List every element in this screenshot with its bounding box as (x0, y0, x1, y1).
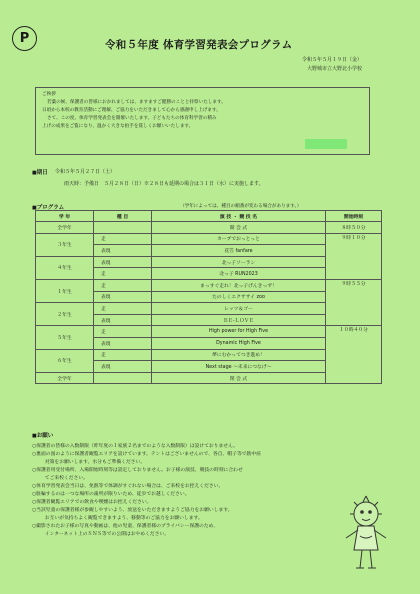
greeting-heading: ご挨拶 (42, 92, 56, 97)
greeting-line: 日頃から本校の教育活動にご理解、ご協力をいただきまして心から感謝申し上げます。 (42, 108, 221, 114)
note-item: ○駐輪するのは一つな場所の歯所が限りいため、徒歩でお越しください。 (32, 492, 190, 498)
event-cell: ＢＥ-ＬＯＶＥ (152, 314, 326, 326)
event-cell: 花笠 fanfare (152, 245, 326, 257)
table-row (36, 279, 382, 291)
type-cell: 表現 (94, 291, 152, 303)
note-item: ○撮影されたお子様の写真や動画は、他の児童、保護者様のプライバシー保護のため、 (32, 524, 219, 530)
type-cell: 表現 (94, 337, 152, 349)
event-cell: High power for High Five (152, 326, 326, 338)
greeting-line: さて、この度、体育学習発表会を開催いたします。子どもたちの体育科学習の積み (47, 116, 217, 122)
grade-cell: ２年生 (36, 303, 94, 326)
school-name: 大野城市立大野北小学校 (306, 66, 362, 72)
event-cell: Next stage 〜未来につなげ〜 (152, 361, 326, 373)
table-header-row (36, 211, 382, 222)
event-date: 令和５年５月２７日（土） (55, 169, 116, 175)
type-cell: 走 (94, 279, 152, 291)
column-header-type: 種 目 (94, 211, 152, 222)
note-item-cont: てご来校ください。 (40, 476, 88, 482)
rain-date-line (64, 180, 264, 187)
note-item-cont: お互いが気持ちよく観覧できますよう、移動等のご協力をお願いします。 (40, 516, 203, 522)
program-note: （学年によっては、種目の順番が変わる場合があります。） (180, 204, 302, 209)
event-cell: 開 会 式 (152, 222, 326, 234)
square-bullet-icon: ■ (32, 205, 37, 211)
type-cell: 走 (94, 349, 152, 361)
event-cell: 北っ子ソーラン (152, 256, 326, 268)
p-logo-letter: P (19, 31, 30, 46)
greeting-line: 上げの成果をご覧になり、温かく大きな拍手を賞しくお願いいたします。 (42, 124, 194, 130)
rain-label: 雨天時：予備日 (64, 181, 100, 187)
type-cell: 表現 (94, 245, 152, 257)
mascot-illustration (336, 492, 396, 578)
note-item-cont: インターネット上のＳＮＳ等での公開はおやめください。 (40, 532, 170, 538)
table-row (36, 233, 382, 245)
schedule-label: 期日 (36, 170, 48, 176)
grade-cell: ４年生 (36, 256, 94, 279)
program-label: プログラム (36, 205, 65, 211)
note-item: ○保護者の皆様の入数制限（昨年度の１家族２名までのような入数制限）は設けておりません。 (32, 444, 238, 450)
column-header-time: 開始時刻 (326, 211, 382, 222)
greeting-line: 若葉の候、保護者の皆様におかれましては、ますますご健勝のことと拝察いたします。 (47, 100, 226, 106)
notes-label: お願い (36, 433, 54, 439)
schedule-heading (32, 168, 48, 176)
time-cell: ８時５０分 (326, 222, 382, 234)
grade-cell: 全学年 (36, 222, 94, 234)
table-row (36, 222, 382, 234)
highlight-mark (305, 139, 347, 149)
greeting-box (35, 87, 370, 155)
grade-cell: ６年生 (36, 349, 94, 372)
event-cell: まっすぐ走れ！北っ子げんきっず！ (152, 279, 326, 291)
type-cell: 表現 (94, 361, 152, 373)
type-cell: 走 (94, 268, 152, 280)
square-bullet-icon: ■ (32, 170, 37, 176)
p-logo-mark (12, 26, 37, 51)
grade-cell: １年生 (36, 279, 94, 302)
type-cell (94, 222, 152, 234)
note-item: ○裏面の図のように保護者観覧エリアを設けています。テントはございませんので、各自、帽子等で熱中症 (32, 452, 261, 458)
grade-cell: ５年生 (36, 326, 94, 349)
column-header-grade: 学 年 (36, 211, 94, 222)
type-cell: 走 (94, 233, 152, 245)
time-cell: １０時４０分 (326, 326, 382, 384)
grade-cell: ３年生 (36, 233, 94, 256)
note-item: ○保護者用受付場所、入場開始時刻等は設定しておりません。お子様の演技、競技の時刻に合わせ (32, 468, 243, 474)
notes-section (32, 432, 362, 539)
notes-heading (32, 432, 362, 441)
time-cell: ９時１０分 (326, 233, 382, 279)
event-cell: 夢にむかってつき進め！ (152, 349, 326, 361)
time-cell: ９時５５分 (326, 279, 382, 325)
type-cell: 表現 (94, 256, 152, 268)
type-cell (94, 372, 152, 384)
rain-text: ５月２８日（日）※２８日も延期の場合は３１日（水）に実施します。 (104, 181, 264, 187)
type-cell: 走 (94, 326, 152, 338)
column-header-event: 演 技 ・ 競 技 名 (152, 211, 326, 222)
grade-cell: 全学年 (36, 372, 94, 384)
issue-date: 令和５年５月１９日（金） (301, 57, 362, 63)
note-item: ○体育学習発表会当日は、免熱等で体調がすぐれない場合は、ご来校をお控えください。 (32, 484, 224, 490)
event-cell: レッツ＆ゴー (152, 303, 326, 315)
note-item: ○保護者観覧エリアでの飲食や喫煙はお控えください。 (32, 500, 152, 506)
table-row (36, 326, 382, 338)
type-cell: 表現 (94, 314, 152, 326)
document-title: 令和５年度 体育学習発表会プログラム (105, 39, 293, 51)
event-cell: たのしくエクササイ zoo (152, 291, 326, 303)
square-bullet-icon: ■ (32, 433, 37, 439)
event-cell: 閉 会 式 (152, 372, 326, 384)
type-cell: 走 (94, 303, 152, 315)
event-cell: 北っ子 RUN2023 (152, 268, 326, 280)
note-item-cont: 対策をお願いします。水分もご準備ください。 (40, 460, 146, 466)
program-table (35, 210, 382, 384)
event-cell: Dynamic High Five (152, 337, 326, 349)
note-item: ○当該児童の保護者様が参観しやすいよう、放送をいただきますようご協力をお願いします。 (32, 508, 233, 514)
event-cell: カーブでおっとっと (152, 233, 326, 245)
